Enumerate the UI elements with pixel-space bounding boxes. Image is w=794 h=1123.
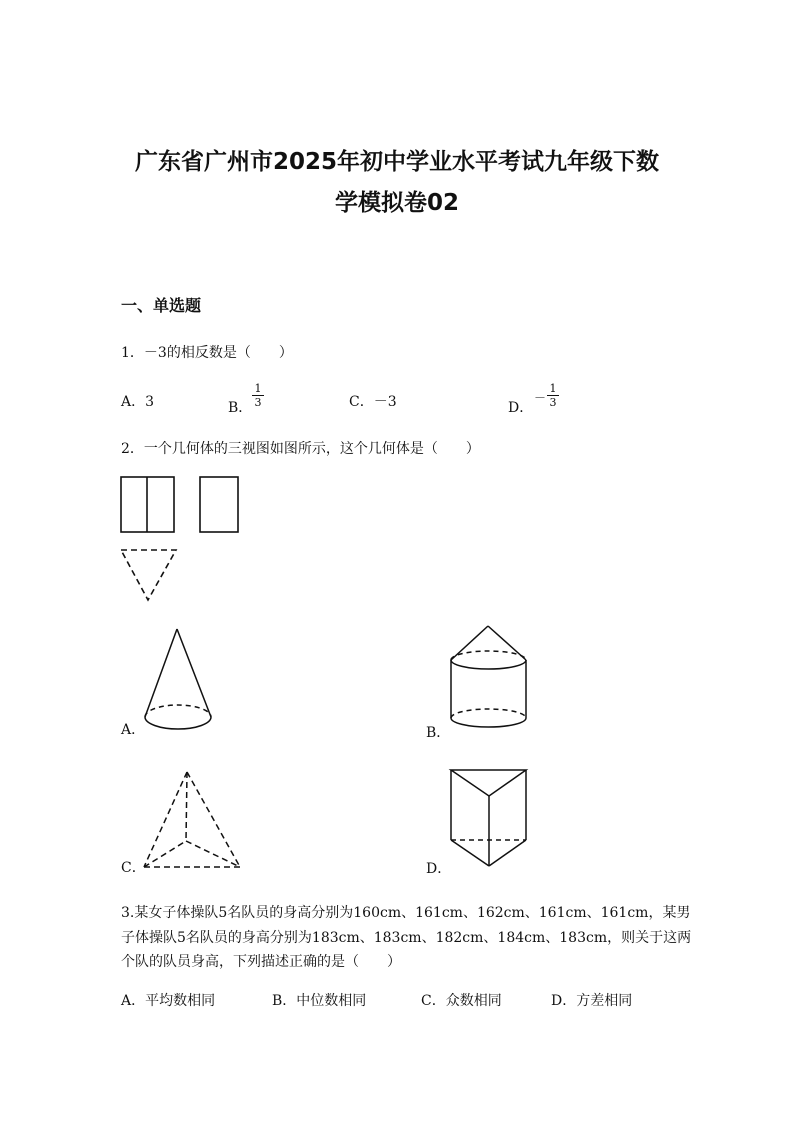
q3-option-d: D．方差相同 — [551, 993, 633, 1009]
q3-stem-line1: 3.某女子体操队5名队员的身高分别为160cm、161cm、162cm、161cm、161cm，某男 — [121, 905, 691, 921]
option-d-prism-figure — [446, 765, 531, 875]
q1-d-numerator: 1 — [549, 382, 557, 395]
q1-option-a: A．3 — [121, 394, 155, 410]
q1-option-b-label: B． — [228, 400, 253, 416]
q1-option-b-fraction — [252, 383, 264, 408]
q1-stem: 1．－3的相反数是（ ） — [121, 345, 293, 361]
three-view-drawing — [115, 470, 255, 610]
q2-stem: 2．一个几何体的三视图如图所示，这个几何体是（ ） — [121, 441, 480, 457]
q3-option-b: B．中位数相同 — [272, 993, 367, 1009]
q1-option-d-sign: － — [534, 391, 547, 405]
q1-b-denominator: 3 — [254, 396, 262, 409]
q2-option-c-label: C． — [121, 860, 146, 876]
q2-option-d-label: D． — [426, 861, 452, 877]
document-title-line1: 广东省广州市2025年初中学业水平考试九年级下数 — [134, 149, 659, 175]
side-view — [200, 477, 238, 532]
q2-option-b-label: B． — [426, 725, 451, 741]
q3-stem-line2: 子体操队5名队员的身高分别为183cm、183cm、182cm、184cm、183cm，则关于这两 — [121, 930, 692, 946]
q1-option-d-label: D． — [508, 400, 534, 416]
q1-option-d-fraction — [547, 383, 559, 408]
q3-stem-line3: 个队的队员身高，下列描述正确的是（ ） — [121, 954, 401, 970]
q3-option-a: A．平均数相同 — [121, 993, 216, 1009]
q2-option-a-label: A． — [121, 722, 146, 738]
top-view-triangle — [121, 550, 176, 600]
document-title-line2: 学模拟卷02 — [334, 190, 459, 216]
option-a-cone-figure — [140, 625, 220, 740]
option-c-pyramid-figure — [140, 768, 245, 873]
section-heading: 一、单选题 — [121, 296, 202, 315]
q1-b-numerator: 1 — [254, 382, 262, 395]
q1-d-denominator: 3 — [549, 396, 557, 409]
q3-option-c: C．众数相同 — [421, 993, 502, 1009]
q1-option-c: C．－3 — [349, 394, 397, 410]
option-b-cone-cylinder-figure — [446, 622, 536, 742]
